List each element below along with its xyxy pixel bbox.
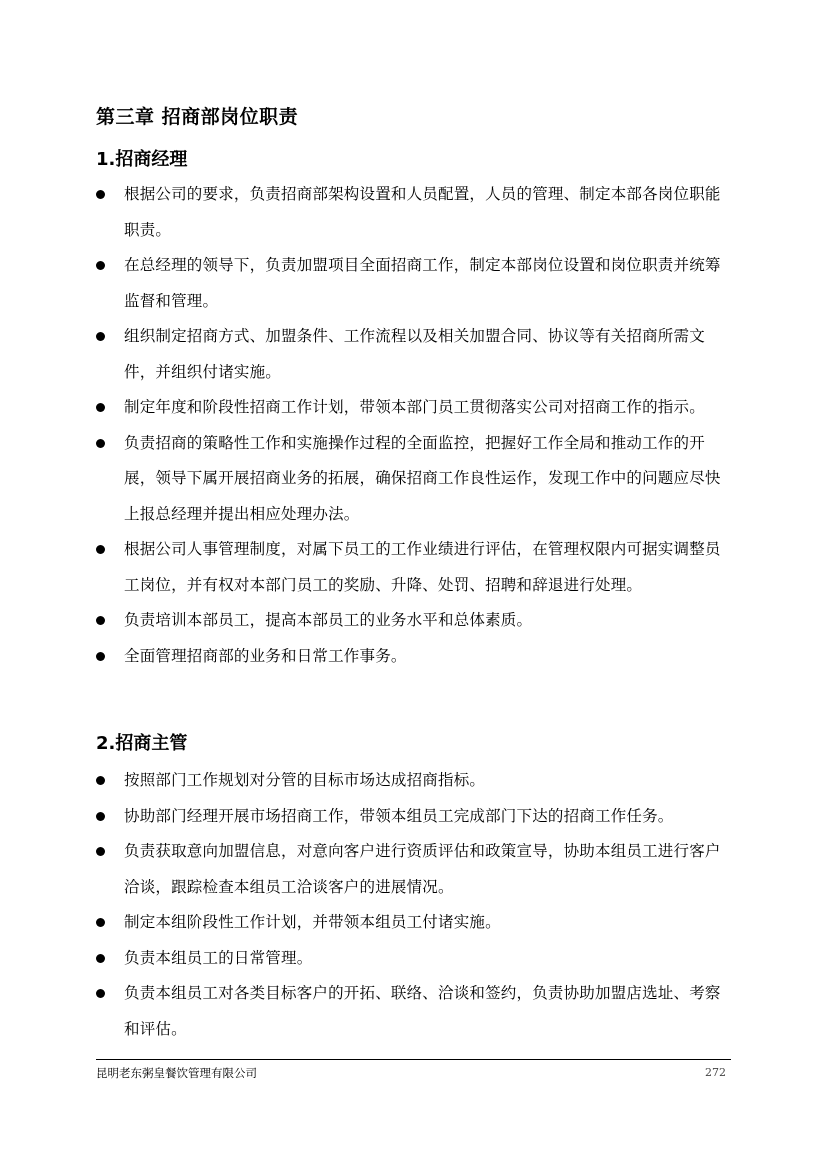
list-item-text: 全面管理招商部的业务和日常工作事务。 [124,646,407,665]
list-item [96,248,728,319]
bullet-icon [96,616,105,625]
bullet-icon [96,812,105,821]
footer-company-name: 昆明老东粥皇餐饮管理有限公司 [96,1066,257,1080]
list-item [96,905,728,941]
list-item [96,941,728,977]
bullet-icon [96,190,105,199]
page-number: 272 [705,1066,726,1079]
list-item-text: 在总经理的领导下，负责加盟项目全面招商工作，制定本部岗位设置和岗位职责并统筹监督和管理。 [124,256,721,310]
list-item [96,834,728,905]
bullet-icon [96,954,105,963]
bullet-icon [96,261,105,270]
list-item [96,177,728,248]
list-item-text: 制定本组阶段性工作计划，并带领本组员工付诸实施。 [124,913,501,931]
list-item [96,426,728,533]
manager-duties-list [96,177,728,674]
list-item [96,639,728,675]
list-item [96,532,728,603]
list-item-text: 负责招商的策略性工作和实施操作过程的全面监控，把握好工作全局和推动工作的开展，领导下属开展招商业务的拓展，确保招商工作良性运作，发现工作中的问题应尽快上报总经理并提出相应处理办法。 [124,433,721,523]
list-item [96,319,728,390]
list-item-text: 负责本组员工的日常管理。 [124,948,313,967]
list-item-text: 根据公司人事管理制度，对属下员工的工作业绩进行评估，在管理权限内可据实调整员工岗位，并有权对本部门员工的奖励、升降、处罚、招聘和辞退进行处理。 [124,540,721,594]
bullet-icon [96,545,105,554]
list-item [96,799,728,835]
bullet-icon [96,403,105,412]
bullet-icon [96,847,105,856]
bullet-icon [96,439,105,448]
section-heading-supervisor: 2.招商主管 [96,733,188,754]
list-item-text: 根据公司的要求，负责招商部架构设置和人员配置，人员的管理、制定本部各岗位职能职责。 [124,185,721,239]
bullet-icon [96,776,105,785]
bullet-icon [96,332,105,341]
list-item-text: 制定年度和阶段性招商工作计划，带领本部门员工贯彻落实公司对招商工作的指示。 [124,398,705,416]
list-item-text: 负责培训本部员工，提高本部员工的业务水平和总体素质。 [124,611,533,629]
list-item [96,390,728,426]
bullet-icon [96,918,105,927]
list-item-text: 负责获取意向加盟信息，对意向客户进行资质评估和政策宣导，协助本组员工进行客户洽谈，跟踪检查本组员工洽谈客户的进展情况。 [124,842,721,896]
chapter-title: 第三章 招商部岗位职责 [96,106,299,128]
list-item [96,603,728,639]
list-item-text: 按照部门工作规划对分管的目标市场达成招商指标。 [124,771,486,789]
list-item-text: 负责本组员工对各类目标客户的开拓、联络、洽谈和签约，负责协助加盟店选址、考察和评估。 [124,984,721,1038]
supervisor-duties-list [96,763,728,1047]
bullet-icon [96,989,105,998]
footer-divider [96,1059,731,1060]
list-item-text: 协助部门经理开展市场招商工作，带领本组员工完成部门下达的招商工作任务。 [124,806,674,825]
list-item [96,976,728,1047]
list-item-text: 组织制定招商方式、加盟条件、工作流程以及相关加盟合同、协议等有关招商所需文件，并组织付诸实施。 [124,327,705,381]
section-heading-manager: 1.招商经理 [96,149,188,170]
list-item [96,763,728,799]
bullet-icon [96,652,105,661]
